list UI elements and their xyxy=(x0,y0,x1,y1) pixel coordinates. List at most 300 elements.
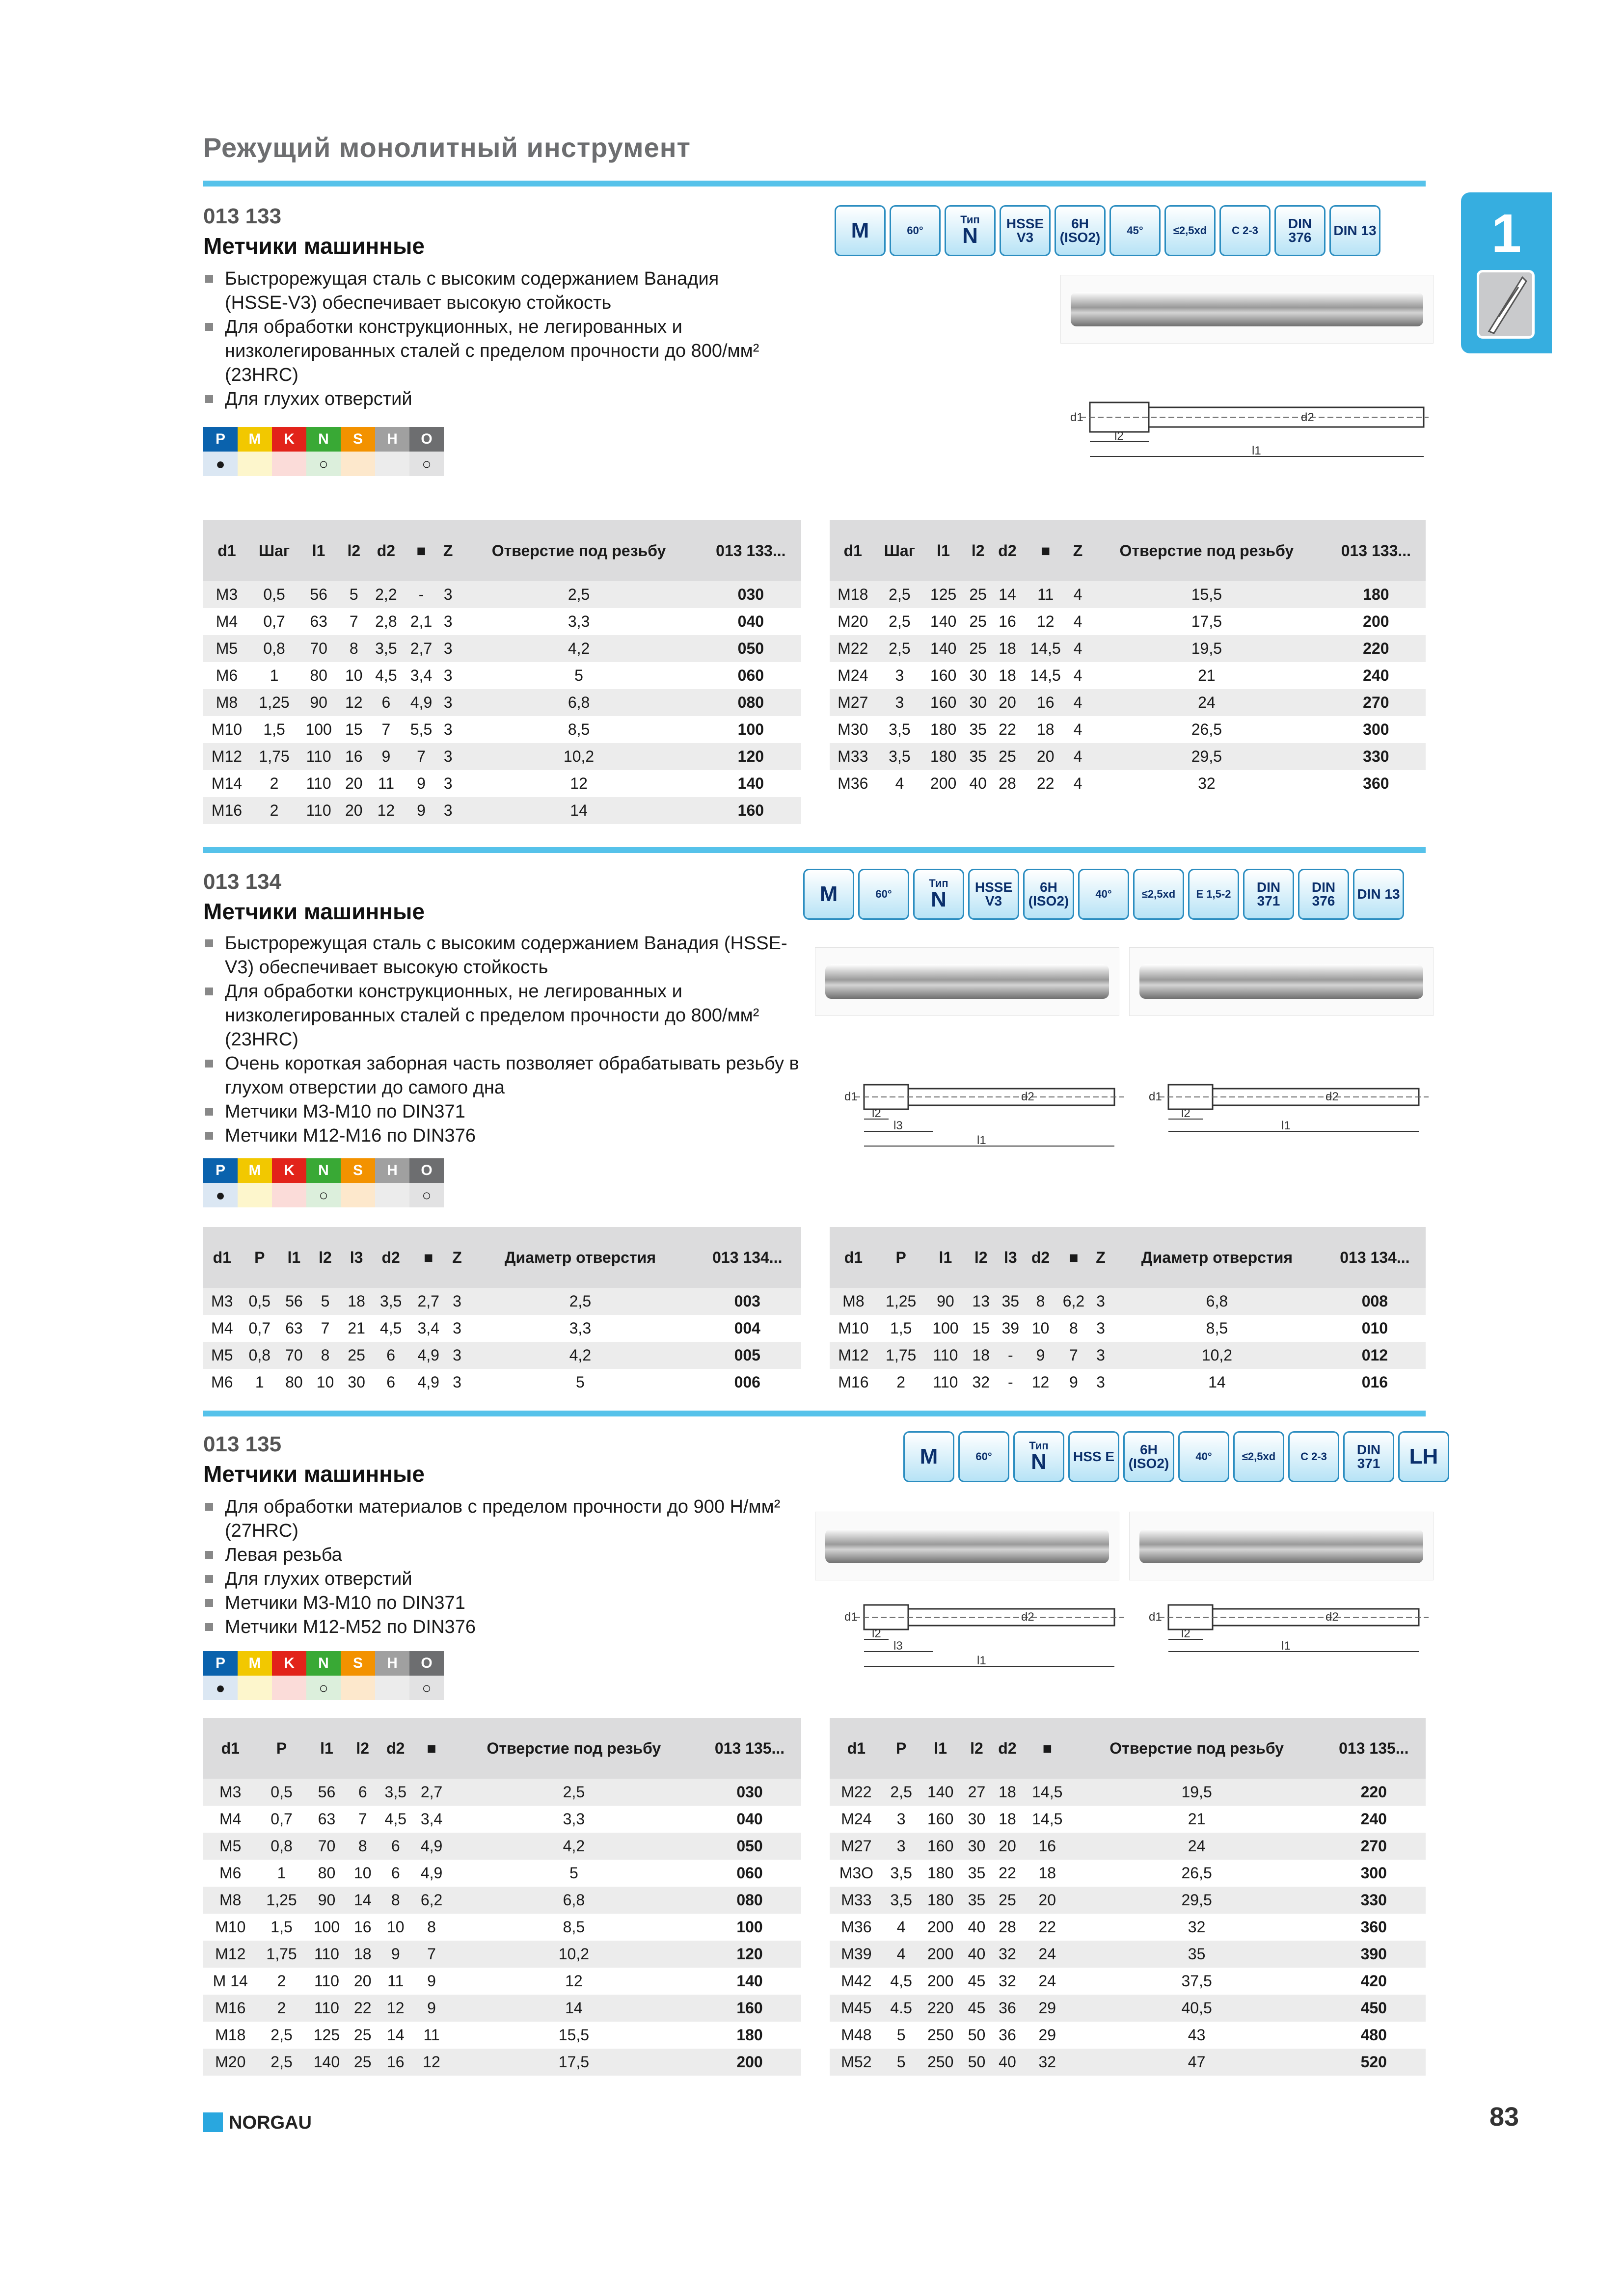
spec-icon-bar xyxy=(903,1431,1449,1482)
table-cell: 4,9 xyxy=(420,1864,443,1882)
table-cell: 25 xyxy=(964,581,993,608)
table-cell: 32 xyxy=(1198,774,1216,792)
feature-item: Левая резьба xyxy=(203,1543,812,1567)
table-cell: 11 xyxy=(387,1972,404,1990)
table-cell: 16 xyxy=(378,2049,413,2076)
table-row xyxy=(203,743,801,770)
column-header: ■ xyxy=(1023,1718,1072,1779)
tap-type-icon: Тип N xyxy=(913,869,964,920)
table-cell: 450 xyxy=(1322,1995,1426,2022)
table-row xyxy=(830,1315,1426,1342)
table-cell: 2 xyxy=(257,1995,305,2022)
dim-label-d1: d1 xyxy=(844,1090,858,1103)
table-cell: 35 xyxy=(969,721,987,738)
column-header: 013 135... xyxy=(698,1718,801,1779)
column-header: Z xyxy=(447,1227,467,1288)
table-cell: 25 xyxy=(341,1342,372,1369)
tap-type-icon: Тип N xyxy=(945,205,996,256)
table-cell: 3 xyxy=(896,1810,906,1828)
table-cell: 24 xyxy=(1087,689,1326,716)
table-row xyxy=(203,797,801,824)
table-cell: M33 xyxy=(830,1887,883,1914)
table-cell: 29 xyxy=(1023,1995,1072,2022)
table-cell: 4,5 xyxy=(890,1972,912,1990)
table-cell: 22 xyxy=(999,1864,1016,1882)
dim-label-d2: d2 xyxy=(1325,1610,1339,1624)
table-cell: 14 xyxy=(450,1995,698,2022)
table-cell: M20 xyxy=(838,613,868,630)
table-cell: 12 xyxy=(369,797,404,824)
spec-icon-bar xyxy=(803,869,1404,920)
table-cell: 14 xyxy=(348,1887,378,1914)
table-cell: 90 xyxy=(306,1887,348,1914)
dim-label-d2: d2 xyxy=(1325,1090,1339,1103)
table-row xyxy=(830,689,1426,716)
table-cell: 270 xyxy=(1326,689,1426,716)
table-cell: 8 xyxy=(427,1918,436,1936)
material-mark: ○ xyxy=(306,452,341,476)
table-cell: 12 xyxy=(339,689,369,716)
table-cell: 360 xyxy=(1363,774,1389,792)
dim-label-l1: l1 xyxy=(1252,444,1261,457)
table-cell: 18 xyxy=(992,1779,1023,1806)
table-cell: 47 xyxy=(1072,2049,1322,2076)
spec-icon-bar xyxy=(835,205,1380,256)
table-cell: 14,5 xyxy=(1023,1779,1072,1806)
dim-label-l1: l1 xyxy=(1281,1639,1291,1653)
table-cell: 20 xyxy=(992,689,1022,716)
chapter-number: 1 xyxy=(1491,203,1522,264)
table-cell: 16 xyxy=(353,1918,372,1936)
table-cell: 10 xyxy=(1031,1319,1050,1337)
table-cell: 3,5 xyxy=(378,1779,413,1806)
table-cell: M10 xyxy=(211,721,243,738)
feature-item: Быстрорежущая сталь с высоким содержанием Ванадия (HSSE-V3) обеспечивает высокую стойкость xyxy=(203,932,812,980)
table-cell: M3O xyxy=(839,1864,874,1882)
table-row xyxy=(203,1806,801,1833)
table-cell: 3 xyxy=(883,1833,920,1860)
table-cell: 21 xyxy=(1198,667,1216,684)
column-header: ■ xyxy=(1022,520,1069,581)
table-cell: 6,2 xyxy=(1056,1288,1091,1315)
table-cell: 45 xyxy=(968,1972,986,1990)
table-cell: 3 xyxy=(439,581,458,608)
table-cell: 080 xyxy=(701,689,801,716)
table-cell: 5 xyxy=(574,667,583,684)
table-cell: 27 xyxy=(962,1779,992,1806)
table-cell: 040 xyxy=(737,613,764,630)
material-mark xyxy=(341,452,375,476)
table-cell: 6 xyxy=(386,1373,396,1391)
column-header: P xyxy=(883,1718,920,1779)
table-cell: 20 xyxy=(353,1972,372,1990)
column-header: 013 133... xyxy=(1326,520,1426,581)
material-o: O xyxy=(409,1158,444,1183)
feature-item: Для глухих отверстий xyxy=(203,387,783,411)
chamfer-form-icon: C 2-3 xyxy=(1219,205,1271,256)
dim-label-l1: l1 xyxy=(977,1654,986,1667)
table-row xyxy=(203,2022,801,2049)
table-cell: 5 xyxy=(339,581,369,608)
table-cell: 0,7 xyxy=(263,613,285,630)
table-cell: 2,5 xyxy=(270,2026,293,2044)
table-cell: 3 xyxy=(439,797,458,824)
table-row xyxy=(830,1779,1426,1806)
table-cell: 8,5 xyxy=(568,721,590,738)
table-cell: 4 xyxy=(896,1918,906,1936)
material-mark: ○ xyxy=(306,1183,341,1207)
table-cell: M3 xyxy=(203,1288,241,1315)
tap-photo xyxy=(815,1512,1119,1580)
table-cell: M 14 xyxy=(213,1972,248,1990)
table-cell: 160 xyxy=(923,689,964,716)
feature-item: Для обработки конструкционных, не легированных и низколегированных сталей с пределом прочности до 800/мм² (23HRC) xyxy=(203,315,783,387)
table-cell: 19,5 xyxy=(1072,1779,1322,1806)
material-mark: ○ xyxy=(409,452,444,476)
table-cell: 6 xyxy=(369,689,404,716)
table-cell: 004 xyxy=(734,1319,760,1337)
table-cell: 6 xyxy=(378,1833,413,1860)
tap-photo xyxy=(815,947,1119,1016)
table-cell: 3,5 xyxy=(889,721,911,738)
table-cell: 7 xyxy=(321,1319,330,1337)
table-row xyxy=(203,662,801,689)
table-cell: 3 xyxy=(439,743,458,770)
table-cell: 520 xyxy=(1322,2049,1426,2076)
table-row xyxy=(203,1288,801,1315)
table-cell: M18 xyxy=(215,2026,246,2044)
material-h: H xyxy=(375,1158,409,1183)
table-cell: M5 xyxy=(203,635,250,662)
table-cell: 26,5 xyxy=(1181,1864,1212,1882)
table-row xyxy=(830,1342,1426,1369)
table-cell: 12 xyxy=(570,774,588,792)
material-mark xyxy=(272,1183,306,1207)
table-cell: 2,5 xyxy=(457,581,700,608)
table-cell: 4 xyxy=(1073,721,1082,738)
table-cell: 160 xyxy=(930,667,957,684)
drill-icon xyxy=(1477,270,1535,339)
material-h: H xyxy=(375,1651,409,1676)
table-cell: 3 xyxy=(443,774,453,792)
table-cell: 006 xyxy=(734,1373,760,1391)
table-cell: 22 xyxy=(1036,774,1055,792)
spec-table xyxy=(830,1718,1426,2076)
table-cell: 100 xyxy=(305,721,332,738)
table-cell: 32 xyxy=(992,1941,1023,1968)
table-cell: M3 xyxy=(203,1779,257,1806)
table-cell: 24 xyxy=(1072,1833,1322,1860)
table-cell: 10 xyxy=(353,1864,372,1882)
table-cell: 140 xyxy=(920,1779,962,1806)
table-cell: 2,2 xyxy=(369,581,404,608)
table-cell: 4,9 xyxy=(409,1342,447,1369)
table-cell: 3 xyxy=(453,1373,461,1391)
table-cell: 200 xyxy=(920,1941,962,1968)
tap-photo xyxy=(1060,275,1434,344)
material-group-table xyxy=(203,1651,444,1700)
table-cell: 110 xyxy=(306,774,331,792)
material-mark xyxy=(238,1183,272,1207)
table-cell: 2,8 xyxy=(375,613,397,630)
table-cell: 7 xyxy=(349,613,358,630)
table-cell: M42 xyxy=(841,1972,872,1990)
table-cell: M16 xyxy=(203,1995,257,2022)
table-cell: 10,2 xyxy=(457,743,700,770)
table-cell: 2,5 xyxy=(450,1779,698,1806)
table-cell: 30 xyxy=(964,689,993,716)
table-header-row xyxy=(203,520,801,581)
material-mark xyxy=(238,452,272,476)
table-cell: 3,5 xyxy=(372,1288,410,1315)
table-cell: 63 xyxy=(310,613,327,630)
table-row xyxy=(203,1342,801,1369)
table-cell: 56 xyxy=(298,581,339,608)
table-cell: 1,25 xyxy=(250,689,298,716)
material-mark xyxy=(375,1676,409,1700)
table-cell: 3 xyxy=(1096,1319,1105,1337)
table-cell: 8,5 xyxy=(1206,1319,1228,1337)
column-header: l1 xyxy=(306,1718,348,1779)
table-cell: 003 xyxy=(694,1288,801,1315)
norgau-logo-icon xyxy=(203,2112,223,2132)
column-header: P xyxy=(257,1718,305,1779)
table-cell: 050 xyxy=(698,1833,801,1860)
din-standard-icon: DIN 13 xyxy=(1329,205,1380,256)
table-cell: 2,7 xyxy=(404,635,439,662)
table-header-row xyxy=(830,1718,1426,1779)
table-cell: 220 xyxy=(1322,1779,1426,1806)
table-cell: M8 xyxy=(203,689,250,716)
table-header-row xyxy=(830,520,1426,581)
table-cell: 160 xyxy=(927,1810,954,1828)
table-cell: 3,5 xyxy=(883,1887,920,1914)
table-cell: 160 xyxy=(920,1833,962,1860)
column-header: d2 xyxy=(372,1227,410,1288)
table-cell: 2 xyxy=(277,1972,286,1990)
table-cell: 18 xyxy=(348,1941,378,1968)
table-cell: 30 xyxy=(962,1833,992,1860)
material-s: S xyxy=(341,1158,375,1183)
table-cell: 8 xyxy=(378,1887,413,1914)
table-cell: 080 xyxy=(698,1887,801,1914)
table-header-row xyxy=(203,1227,801,1288)
table-row xyxy=(830,2049,1426,2076)
table-cell: 5,5 xyxy=(410,721,433,738)
tap-photo xyxy=(1129,947,1434,1016)
spec-table xyxy=(830,1227,1426,1396)
table-cell: 18 xyxy=(992,635,1022,662)
column-header: l1 xyxy=(278,1227,310,1288)
table-cell: 50 xyxy=(968,2026,986,2044)
din-standard-icon: DIN 371 xyxy=(1243,869,1294,920)
table-cell: M4 xyxy=(216,613,238,630)
feature-list xyxy=(203,932,812,1148)
table-cell: 30 xyxy=(348,1373,365,1391)
table-cell: 240 xyxy=(1360,1810,1387,1828)
table-cell: 180 xyxy=(1326,581,1426,608)
table-cell: 100 xyxy=(736,1918,763,1936)
table-cell: 4 xyxy=(1069,743,1087,770)
table-cell: 3,4 xyxy=(417,1319,439,1337)
table-cell: 180 xyxy=(927,1864,954,1882)
table-cell: 180 xyxy=(923,743,964,770)
table-cell: 2,5 xyxy=(257,2049,305,2076)
material-mark: ● xyxy=(203,452,238,476)
table-row xyxy=(203,716,801,743)
table-cell: 7 xyxy=(381,721,391,738)
table-cell: 21 xyxy=(348,1319,365,1337)
din-standard-icon: DIN 371 xyxy=(1343,1431,1394,1482)
table-cell: M22 xyxy=(830,635,876,662)
din-standard-icon: DIN 13 xyxy=(1353,869,1404,920)
table-cell: 200 xyxy=(927,1918,954,1936)
table-cell: M5 xyxy=(203,1342,241,1369)
table-row xyxy=(203,689,801,716)
dim-label-d1: d1 xyxy=(1070,411,1083,424)
table-cell: M12 xyxy=(203,1941,257,1968)
table-row xyxy=(830,581,1426,608)
table-cell: 25 xyxy=(992,1887,1023,1914)
table-cell: 4 xyxy=(1069,635,1087,662)
table-cell: 040 xyxy=(736,1810,763,1828)
left-hand-thread-icon: LH xyxy=(1398,1431,1449,1482)
dim-label-l2: l2 xyxy=(1181,1107,1190,1120)
table-cell: 0,7 xyxy=(248,1319,271,1337)
table-row xyxy=(203,1860,801,1887)
table-row xyxy=(203,1941,801,1968)
table-row xyxy=(203,635,801,662)
material-mark xyxy=(341,1183,375,1207)
table-cell: 200 xyxy=(930,774,957,792)
section-title: Метчики машинные xyxy=(203,899,425,924)
material-mark: ● xyxy=(203,1183,238,1207)
table-cell: 220 xyxy=(1326,635,1426,662)
table-cell: 32 xyxy=(999,1972,1016,1990)
feature-item: Метчики M12-M52 по DIN376 xyxy=(203,1615,812,1639)
table-cell: 12 xyxy=(413,2049,449,2076)
table-cell: 1 xyxy=(277,1864,286,1882)
table-cell: M6 xyxy=(211,1373,233,1391)
column-header: d2 xyxy=(992,520,1022,581)
table-cell: 28 xyxy=(999,1918,1016,1936)
table-cell: 060 xyxy=(737,667,764,684)
tap-drawing xyxy=(1139,1060,1434,1158)
dim-label-l2: l2 xyxy=(1181,1627,1190,1640)
material-k: K xyxy=(272,1158,306,1183)
table-row xyxy=(830,608,1426,635)
table-cell: 32 xyxy=(1188,1918,1206,1936)
table-cell: 3 xyxy=(453,1319,461,1337)
table-cell: 90 xyxy=(925,1288,967,1315)
table-cell: 3,3 xyxy=(563,1810,585,1828)
table-cell: M22 xyxy=(830,1779,883,1806)
table-row xyxy=(830,662,1426,689)
table-cell: M45 xyxy=(830,1995,883,2022)
table-cell: M16 xyxy=(203,797,250,824)
table-cell: 12 xyxy=(1036,613,1055,630)
table-row xyxy=(830,1806,1426,1833)
column-header: Z xyxy=(1069,520,1087,581)
table-cell: 100 xyxy=(313,1918,340,1936)
feature-item: Для глухих отверстий xyxy=(203,1567,812,1591)
table-cell: 3 xyxy=(447,1342,467,1369)
table-cell: 5 xyxy=(575,1373,585,1391)
table-cell: 22 xyxy=(348,1995,378,2022)
column-header: Z xyxy=(439,520,458,581)
table-cell: M12 xyxy=(830,1342,877,1369)
table-cell: M33 xyxy=(830,743,876,770)
table-cell: 16 xyxy=(1022,689,1069,716)
table-cell: 100 xyxy=(932,1319,959,1337)
table-cell: 250 xyxy=(927,2026,954,2044)
table-cell: M4 xyxy=(219,1810,242,1828)
table-header-row xyxy=(830,1227,1426,1288)
table-cell: 25 xyxy=(348,2049,378,2076)
material-group-table xyxy=(203,1158,444,1207)
table-cell: 6,8 xyxy=(457,689,700,716)
dim-label-l2: l2 xyxy=(872,1627,881,1640)
table-cell: 4 xyxy=(1073,667,1082,684)
material-mark xyxy=(375,452,409,476)
table-cell: 110 xyxy=(306,1995,348,2022)
table-row xyxy=(203,1833,801,1860)
table-cell: 240 xyxy=(1363,667,1389,684)
table-cell: 2,5 xyxy=(467,1288,693,1315)
thread-angle-icon: 60° xyxy=(890,205,941,256)
table-cell: 110 xyxy=(933,1373,958,1391)
table-cell: 2,5 xyxy=(876,581,923,608)
table-cell: 40 xyxy=(969,774,987,792)
table-cell: 25 xyxy=(964,635,993,662)
table-cell: 43 xyxy=(1188,2026,1206,2044)
column-header: d2 xyxy=(1025,1227,1055,1288)
table-cell: 2 xyxy=(270,774,279,792)
table-cell: 2 xyxy=(896,1373,906,1391)
table-cell: 4,9 xyxy=(404,689,439,716)
table-cell: 19,5 xyxy=(1087,635,1326,662)
page-number: 83 xyxy=(1489,2102,1519,2132)
table-cell: 63 xyxy=(285,1319,303,1337)
table-cell: 14 xyxy=(457,797,700,824)
table-cell: 40,5 xyxy=(1072,1995,1322,2022)
chapter-tab[interactable] xyxy=(1461,192,1552,353)
table-cell: 140 xyxy=(306,2049,348,2076)
table-cell: 7 xyxy=(358,1810,367,1828)
dim-label-l3: l3 xyxy=(893,1119,903,1132)
tolerance-icon: 6H (ISO2) xyxy=(1055,205,1106,256)
table-cell: 14 xyxy=(386,2026,405,2044)
feature-item: Метчики M12-M16 по DIN376 xyxy=(203,1124,812,1148)
tool-material-icon: HSS E xyxy=(1068,1431,1119,1482)
table-cell: M27 xyxy=(830,1833,883,1860)
table-cell: 1,75 xyxy=(257,1941,305,1968)
column-header: l1 xyxy=(925,1227,967,1288)
column-header: l3 xyxy=(996,1227,1025,1288)
section-code: 013 133 xyxy=(203,204,282,228)
table-row xyxy=(203,608,801,635)
table-cell: 270 xyxy=(1322,1833,1426,1860)
page-title: Режущий монолитный инструмент xyxy=(203,132,691,163)
din-standard-icon: DIN 376 xyxy=(1274,205,1325,256)
table-cell: 3,3 xyxy=(568,613,590,630)
hole-depth-icon: ≤2,5xd xyxy=(1233,1431,1284,1482)
table-cell: 3,4 xyxy=(410,667,433,684)
chamfer-form-icon: E 1,5-2 xyxy=(1188,869,1239,920)
table-cell: 3 xyxy=(443,613,453,630)
column-header: l2 xyxy=(962,1718,992,1779)
tool-material-icon: HSSE V3 xyxy=(968,869,1019,920)
